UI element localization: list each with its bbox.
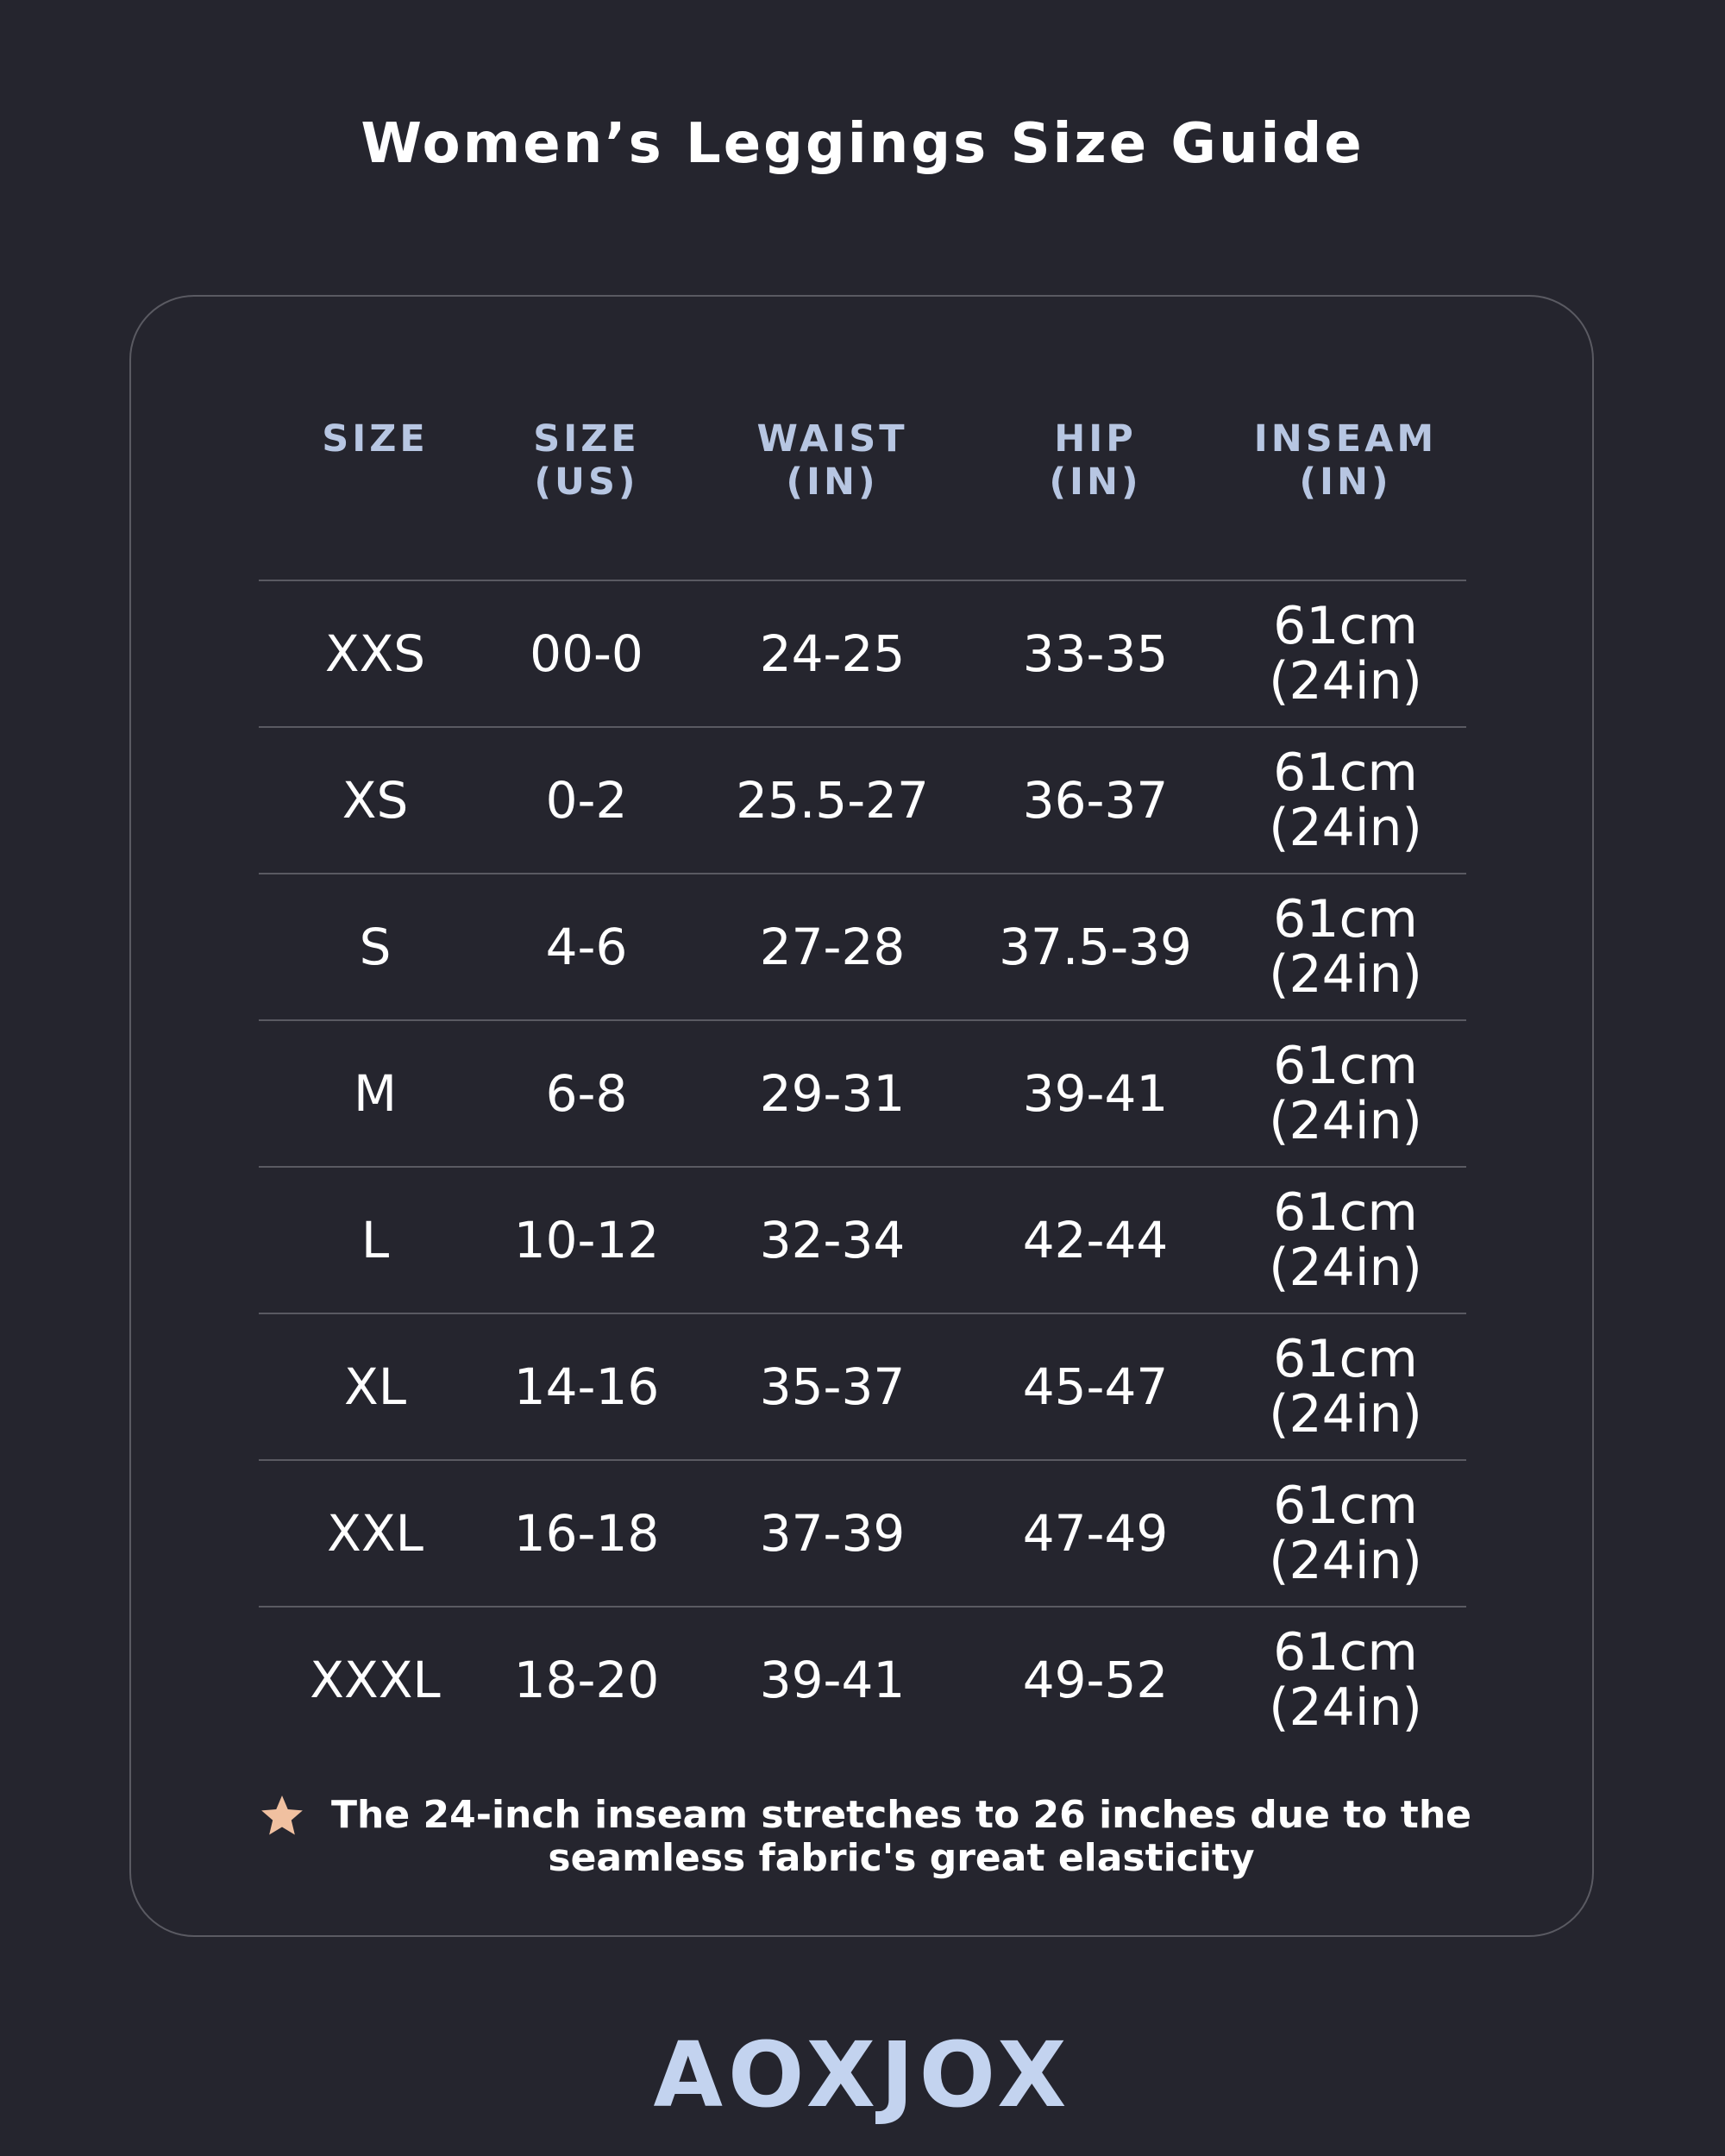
table-row bbox=[259, 1019, 1466, 1166]
cell-inseam-cm: 61cm bbox=[1273, 1476, 1418, 1536]
cell-size-us: 6-8 bbox=[545, 1064, 628, 1123]
table-row bbox=[259, 1313, 1466, 1459]
table-row bbox=[259, 1166, 1466, 1313]
table-row bbox=[259, 1606, 1466, 1752]
cell-inseam-cm: 61cm bbox=[1273, 1182, 1418, 1243]
cell-size: XXL bbox=[327, 1504, 423, 1563]
cell-inseam-cm: 61cm bbox=[1273, 1622, 1418, 1683]
cell-hip: 37.5-39 bbox=[999, 918, 1192, 976]
cell-size: XXXL bbox=[310, 1651, 441, 1709]
cell-inseam-in: (24in) bbox=[1269, 651, 1422, 711]
cell-size-us: 18-20 bbox=[513, 1651, 660, 1709]
cell-size-us: 00-0 bbox=[530, 624, 643, 683]
cell-inseam-cm: 61cm bbox=[1273, 889, 1418, 950]
note-line-2: seamless fabric's great elasticity bbox=[548, 1836, 1255, 1880]
cell-inseam-cm: 61cm bbox=[1273, 596, 1418, 656]
star-icon bbox=[259, 1792, 305, 1839]
page-title: Women’s Leggings Size Guide bbox=[361, 112, 1364, 176]
header-hip-line1: HIP bbox=[1054, 417, 1137, 461]
cell-inseam-cm: 61cm bbox=[1273, 743, 1418, 803]
cell-inseam-cm: 61cm bbox=[1273, 1329, 1418, 1389]
cell-inseam-in: (24in) bbox=[1269, 1677, 1422, 1738]
cell-size: L bbox=[361, 1211, 390, 1269]
cell-inseam bbox=[1216, 1021, 1475, 1166]
header-inseam-line2: (IN) bbox=[1299, 461, 1392, 504]
cell-waist: 25.5-27 bbox=[736, 771, 929, 830]
table-row bbox=[259, 873, 1466, 1019]
cell-waist: 24-25 bbox=[759, 624, 906, 683]
table-row bbox=[259, 1459, 1466, 1606]
table-row bbox=[259, 726, 1466, 873]
cell-size: M bbox=[353, 1064, 398, 1123]
cell-waist: 29-31 bbox=[759, 1064, 906, 1123]
header-hip-line2: (IN) bbox=[1049, 461, 1142, 504]
cell-size-us: 4-6 bbox=[545, 918, 628, 976]
cell-size-us: 16-18 bbox=[513, 1504, 660, 1563]
header-waist bbox=[690, 417, 975, 504]
cell-inseam bbox=[1216, 1314, 1475, 1459]
cell-waist: 37-39 bbox=[759, 1504, 906, 1563]
cell-waist: 27-28 bbox=[759, 918, 906, 976]
cell-size: S bbox=[359, 918, 392, 976]
cell-inseam-in: (24in) bbox=[1269, 944, 1422, 1005]
cell-size: XS bbox=[342, 771, 409, 830]
cell-inseam bbox=[1216, 874, 1475, 1019]
cell-inseam bbox=[1216, 581, 1475, 726]
cell-inseam bbox=[1216, 1168, 1475, 1313]
header-size-label: SIZE bbox=[322, 417, 429, 461]
cell-size-us: 14-16 bbox=[513, 1357, 660, 1416]
brand-logo: AOXJOX bbox=[653, 2022, 1072, 2128]
header-size-us-line1: SIZE bbox=[533, 417, 640, 461]
cell-waist: 39-41 bbox=[759, 1651, 906, 1709]
cell-inseam-in: (24in) bbox=[1269, 798, 1422, 858]
cell-size: XXS bbox=[324, 624, 426, 683]
header-inseam bbox=[1216, 417, 1475, 504]
header-size-us bbox=[457, 417, 716, 504]
cell-inseam-cm: 61cm bbox=[1273, 1036, 1418, 1096]
header-waist-line2: (IN) bbox=[786, 461, 879, 504]
cell-hip: 39-41 bbox=[1022, 1064, 1169, 1123]
cell-size: XL bbox=[343, 1357, 407, 1416]
note-line-1: The 24-inch inseam stretches to 26 inches due to the bbox=[330, 1793, 1472, 1837]
header-waist-line1: WAIST bbox=[756, 417, 908, 461]
cell-size-us: 0-2 bbox=[545, 771, 628, 830]
cell-hip: 42-44 bbox=[1022, 1211, 1169, 1269]
cell-hip: 36-37 bbox=[1022, 771, 1169, 830]
header-inseam-line1: INSEAM bbox=[1253, 417, 1438, 461]
header-hip bbox=[949, 417, 1242, 504]
table-header bbox=[259, 417, 1466, 512]
inseam-note bbox=[259, 1794, 1484, 1880]
cell-size-us: 10-12 bbox=[513, 1211, 660, 1269]
cell-inseam bbox=[1216, 1461, 1475, 1606]
cell-hip: 33-35 bbox=[1022, 624, 1169, 683]
cell-hip: 47-49 bbox=[1022, 1504, 1169, 1563]
table-row bbox=[259, 580, 1466, 726]
cell-inseam-in: (24in) bbox=[1269, 1384, 1422, 1445]
cell-inseam-in: (24in) bbox=[1269, 1238, 1422, 1298]
cell-inseam-in: (24in) bbox=[1269, 1091, 1422, 1151]
cell-inseam-in: (24in) bbox=[1269, 1531, 1422, 1591]
cell-hip: 49-52 bbox=[1022, 1651, 1169, 1709]
header-size-us-line2: (US) bbox=[534, 461, 639, 504]
size-table-body bbox=[259, 580, 1466, 1752]
cell-hip: 45-47 bbox=[1022, 1357, 1169, 1416]
cell-waist: 35-37 bbox=[759, 1357, 906, 1416]
cell-inseam bbox=[1216, 728, 1475, 873]
cell-inseam bbox=[1216, 1608, 1475, 1752]
cell-waist: 32-34 bbox=[759, 1211, 906, 1269]
